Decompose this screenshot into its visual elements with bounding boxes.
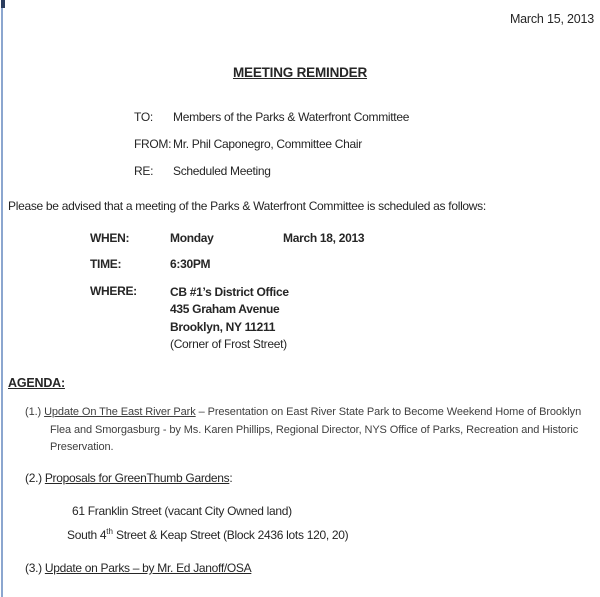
document-date: March 15, 2013 (509, 12, 594, 26)
where-address-line1: CB #1’s District Office (170, 285, 289, 299)
page-left-edge-line (1, 0, 3, 597)
from-value: Mr. Phil Caponegro, Committee Chair (173, 137, 362, 151)
schedule-time-row (90, 257, 210, 271)
agenda-heading: AGENDA: (8, 376, 65, 390)
agenda-item-1-number: (1.) (25, 406, 45, 418)
where-address-line4: (Corner of Frost Street) (170, 336, 287, 351)
garden-location-2-prefix: South 4 (67, 528, 107, 542)
re-label: RE: (134, 164, 154, 178)
where-label: WHERE: (90, 284, 137, 298)
from-label: FROM: (134, 137, 172, 151)
agenda-item-3 (25, 561, 251, 575)
garden-location-1: 61 Franklin Street (vacant City Owned land) (72, 504, 292, 518)
when-date-value: March 18, 2013 (283, 231, 365, 245)
re-value: Scheduled Meeting (173, 164, 271, 178)
memo-to-row (134, 110, 409, 124)
page-left-edge-top-mark (1, 0, 5, 8)
to-value: Members of the Parks & Waterfront Committee (173, 110, 410, 124)
agenda-item-2-title: Proposals for GreenThumb Gardens (44, 471, 230, 485)
garden-location-2-ordinal: th (106, 527, 113, 536)
garden-location-2-suffix: Street & Keap Street (Block 2436 lots 120, 20) (112, 528, 349, 542)
document-title: MEETING REMINDER (232, 65, 368, 80)
agenda-item-2 (25, 471, 232, 485)
agenda-item-1 (25, 404, 600, 457)
where-address-line3: Brooklyn, NY 11211 (170, 319, 276, 334)
schedule-where-row (90, 284, 289, 353)
to-label: TO: (134, 110, 153, 124)
schedule-when-row (90, 231, 364, 245)
memo-from-row (134, 137, 362, 151)
agenda-item-3-title: Update on Parks – by Mr. Ed Janoff/OSA (44, 561, 252, 575)
time-value: 6:30PM (170, 257, 211, 271)
agenda-item-1-text: – Presentation on East River State Park to Become Weekend Home of Brooklyn Flea and Smorgasburg - by Ms. Karen Phillips, Regional Director, NYS Office of Parks, Recreation and Historic Preservation. (50, 406, 582, 454)
agenda-item-1-title: Update On The East River Park (44, 406, 196, 418)
where-address-block (170, 284, 289, 353)
when-label: WHEN: (90, 231, 130, 245)
when-day-value: Monday (170, 231, 214, 245)
intro-paragraph: Please be advised that a meeting of the Parks & Waterfront Committee is scheduled as follows: (8, 199, 486, 213)
time-label: TIME: (90, 257, 122, 271)
agenda-item-2-number: (2.) (25, 471, 45, 485)
garden-location-2 (67, 527, 348, 542)
agenda-item-3-number: (3.) (25, 561, 45, 575)
memo-re-row (134, 164, 271, 178)
agenda-item-2-colon: : (229, 471, 233, 485)
where-address-line2: 435 Graham Avenue (170, 302, 280, 317)
